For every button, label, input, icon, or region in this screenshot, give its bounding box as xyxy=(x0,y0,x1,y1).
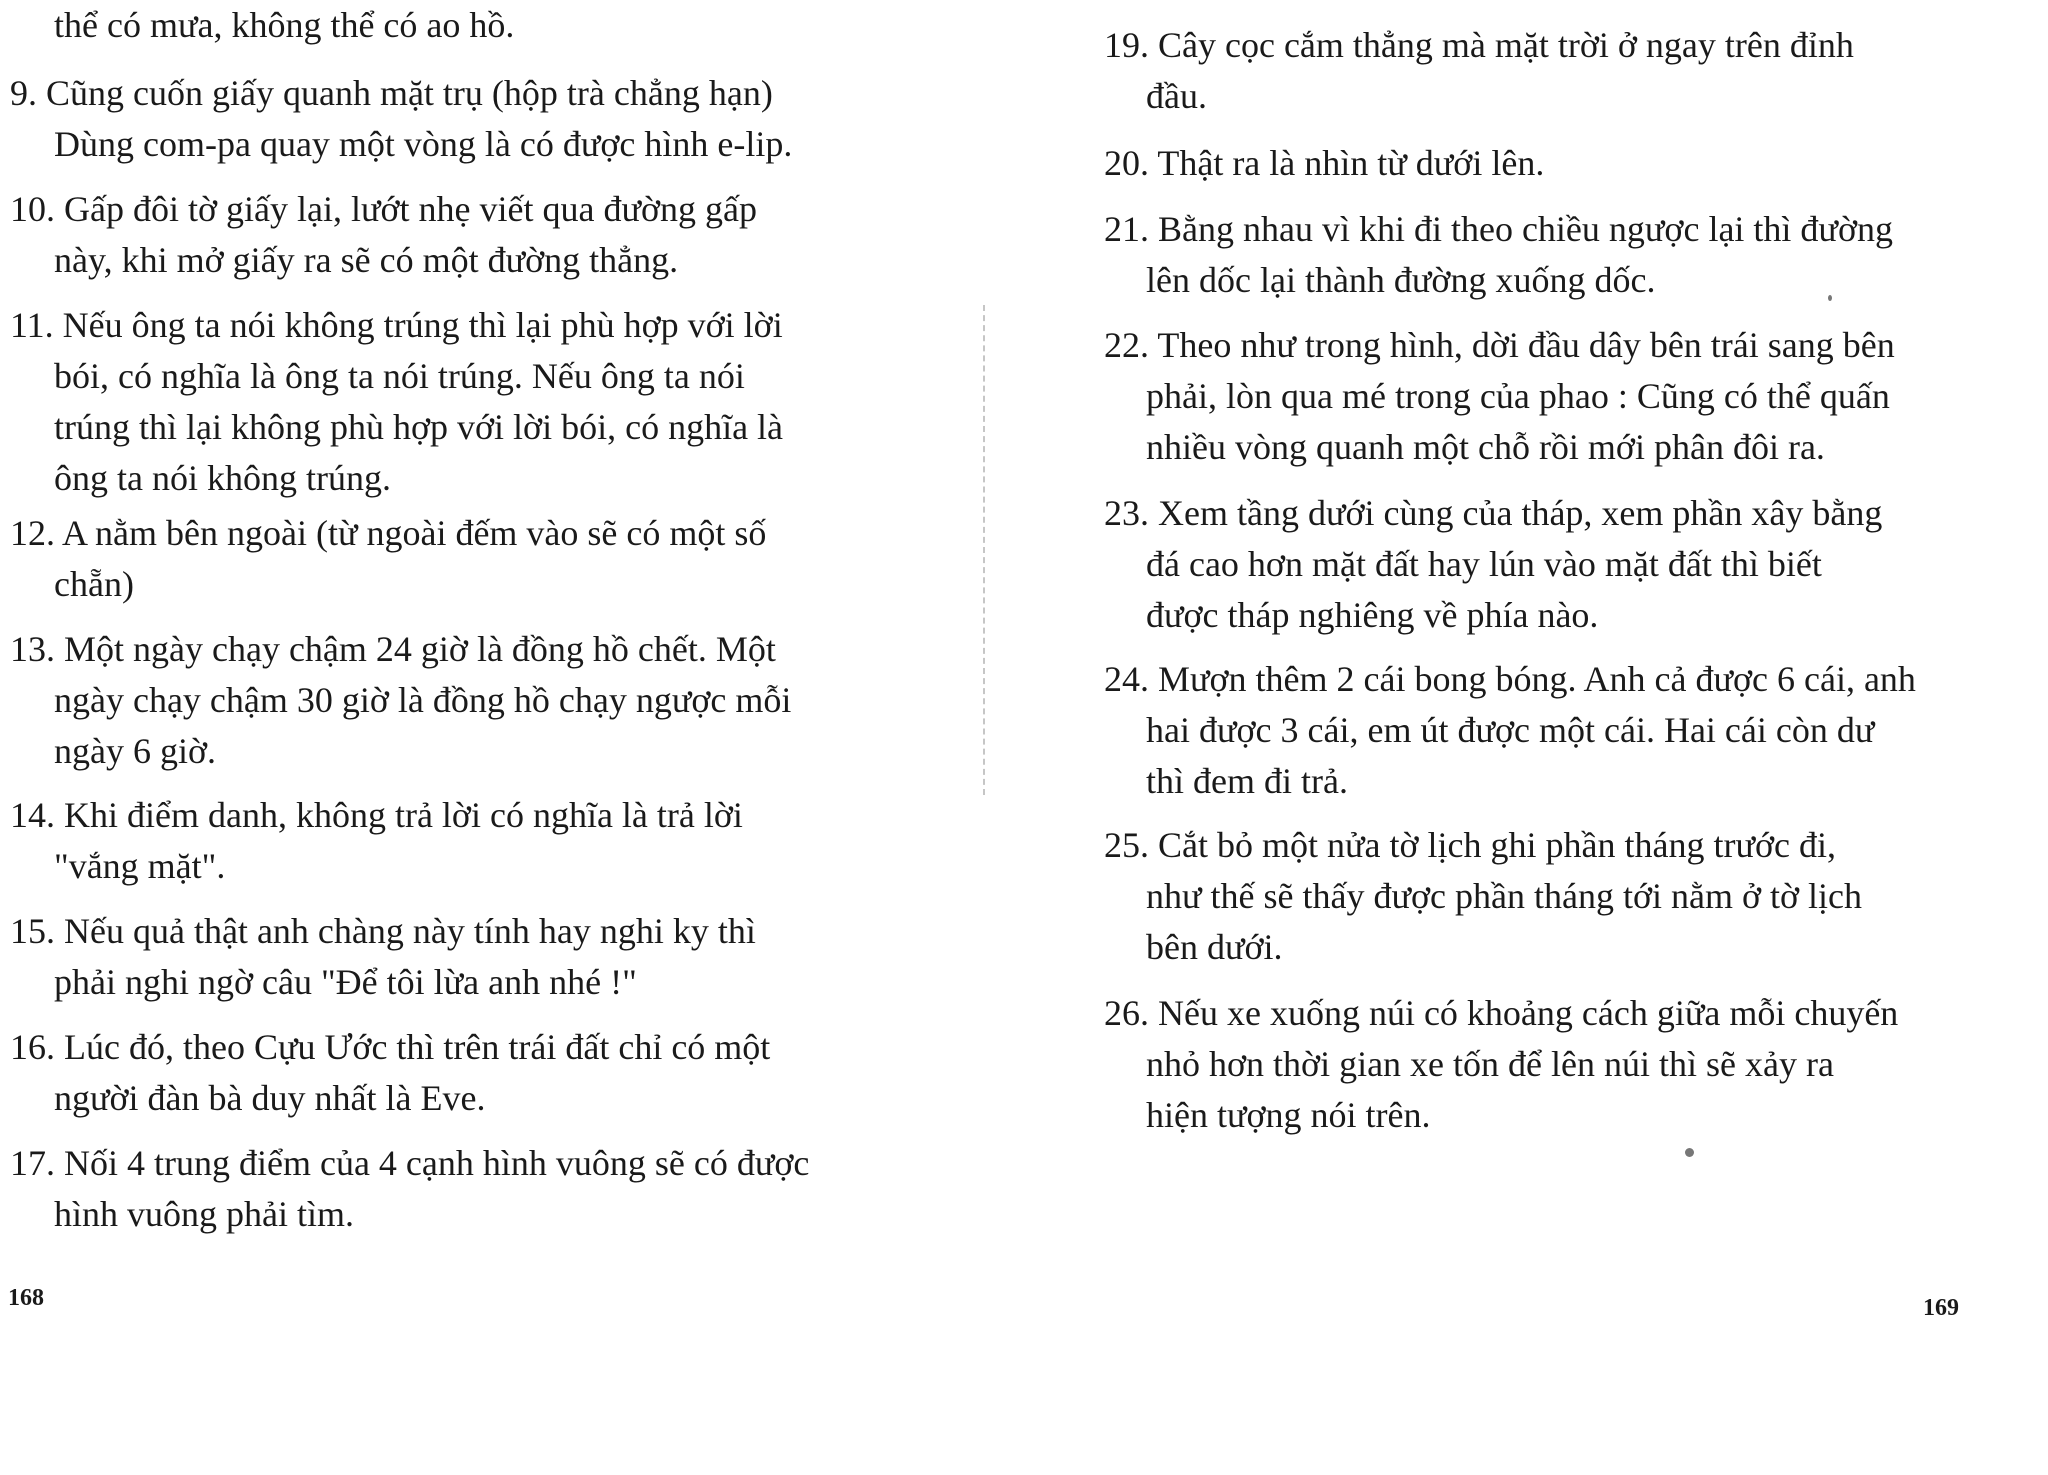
answer-line: 20. Thật ra là nhìn từ dưới lên. xyxy=(1104,143,1545,183)
answer-item xyxy=(1104,654,1976,807)
answer-line: hình vuông phải tìm. xyxy=(54,1194,354,1234)
answer-line: trúng thì lại không phù hợp với lời bói, có nghĩa là xyxy=(54,407,784,447)
answer-item xyxy=(1104,320,1976,473)
page-number-left: 168 xyxy=(8,1285,44,1311)
answer-line: 15. Nếu quả thật anh chàng này tính hay nghi ky thì xyxy=(10,911,756,951)
answer-item xyxy=(10,906,890,1008)
answer-line: chẵn) xyxy=(54,564,134,604)
answer-line: 16. Lúc đó, theo Cựu Ước thì trên trái đất chỉ có một xyxy=(10,1027,771,1067)
answer-line: đầu. xyxy=(1146,76,1207,116)
answer-line: 24. Mượn thêm 2 cái bong bóng. Anh cả được 6 cái, anh xyxy=(1104,659,1916,699)
answer-item xyxy=(10,624,890,777)
answer-line: 9. Cũng cuốn giấy quanh mặt trụ (hộp trà chẳng hạn) xyxy=(10,73,773,113)
answer-line: này, khi mở giấy ra sẽ có một đường thẳng. xyxy=(54,240,679,280)
answer-item xyxy=(10,1022,890,1124)
answer-line: ngày 6 giờ. xyxy=(54,731,217,771)
answer-line: 17. Nối 4 trung điểm của 4 cạnh hình vuông sẽ có được xyxy=(10,1143,810,1183)
answer-item xyxy=(1104,988,1976,1141)
answer-line: 11. Nếu ông ta nói không trúng thì lại phù hợp với lời xyxy=(10,305,783,345)
ink-speck xyxy=(1828,295,1832,301)
answer-item xyxy=(10,790,890,892)
answer-line: ngày chạy chậm 30 giờ là đồng hồ chạy ngược mỗi xyxy=(54,680,792,720)
answer-line: 19. Cây cọc cắm thẳng mà mặt trời ở ngay trên đỉnh xyxy=(1104,25,1854,65)
answer-line: người đàn bà duy nhất là Eve. xyxy=(54,1078,486,1118)
answer-line: đá cao hơn mặt đất hay lún vào mặt đất thì biết xyxy=(1146,544,1822,584)
answer-line: hiện tượng nói trên. xyxy=(1146,1095,1431,1135)
answer-line: bói, có nghĩa là ông ta nói trúng. Nếu ông ta nói xyxy=(54,356,745,396)
answer-line: 22. Theo như trong hình, dời đầu dây bên trái sang bên xyxy=(1104,325,1895,365)
answer-line: 10. Gấp đôi tờ giấy lại, lướt nhẹ viết qua đường gấp xyxy=(10,189,757,229)
answer-line: thì đem đi trả. xyxy=(1146,761,1348,801)
answer-item xyxy=(1104,138,1976,189)
answer-item xyxy=(10,1138,890,1240)
answer-line: như thế sẽ thấy được phần tháng tới nằm ở tờ lịch xyxy=(1146,876,1863,916)
answer-item xyxy=(10,300,890,504)
answer-line: thể có mưa, không thể có ao hồ. xyxy=(54,5,515,45)
answer-line: phải, lòn qua mé trong của phao : Cũng có thể quấn xyxy=(1146,376,1890,416)
answer-item xyxy=(1104,204,1976,306)
page-gutter xyxy=(983,305,989,795)
answer-item xyxy=(10,68,890,170)
answer-line: phải nghi ngờ câu "Để tôi lừa anh nhé !" xyxy=(54,962,637,1002)
answer-line: 26. Nếu xe xuống núi có khoảng cách giữa mỗi chuyến xyxy=(1104,993,1899,1033)
answer-line: 13. Một ngày chạy chậm 24 giờ là đồng hồ chết. Một xyxy=(10,629,776,669)
answer-line: 12. A nằm bên ngoài (từ ngoài đếm vào sẽ có một số xyxy=(10,513,767,553)
answer-line: "vắng mặt". xyxy=(54,846,226,886)
answer-line: 25. Cắt bỏ một nửa tờ lịch ghi phần tháng trước đi, xyxy=(1104,825,1836,865)
answer-line: 21. Bằng nhau vì khi đi theo chiều ngược lại thì đường xyxy=(1104,209,1893,249)
answer-line: Dùng com-pa quay một vòng là có được hình e-lip. xyxy=(54,124,793,164)
answer-item xyxy=(10,508,890,610)
answer-item xyxy=(1104,488,1976,641)
answer-line: bên dưới. xyxy=(1146,927,1283,967)
answer-item xyxy=(10,184,890,286)
answer-line: 14. Khi điểm danh, không trả lời có nghĩa là trả lời xyxy=(10,795,743,835)
answer-line: được tháp nghiêng về phía nào. xyxy=(1146,595,1599,635)
answer-line: nhiều vòng quanh một chỗ rồi mới phân đôi ra. xyxy=(1146,427,1825,467)
answer-line: nhỏ hơn thời gian xe tốn để lên núi thì sẽ xảy ra xyxy=(1146,1044,1834,1084)
answer-line: lên dốc lại thành đường xuống dốc. xyxy=(1146,260,1656,300)
answer-item xyxy=(10,0,890,51)
ink-speck xyxy=(1685,1148,1694,1157)
answer-line: ông ta nói không trúng. xyxy=(54,458,391,498)
answer-line: hai được 3 cái, em út được một cái. Hai cái còn dư xyxy=(1146,710,1875,750)
page-number-right: 169 xyxy=(1923,1295,1959,1321)
answer-item xyxy=(1104,20,1976,122)
answer-line: 23. Xem tầng dưới cùng của tháp, xem phần xây bằng xyxy=(1104,493,1883,533)
answer-item xyxy=(1104,820,1976,973)
